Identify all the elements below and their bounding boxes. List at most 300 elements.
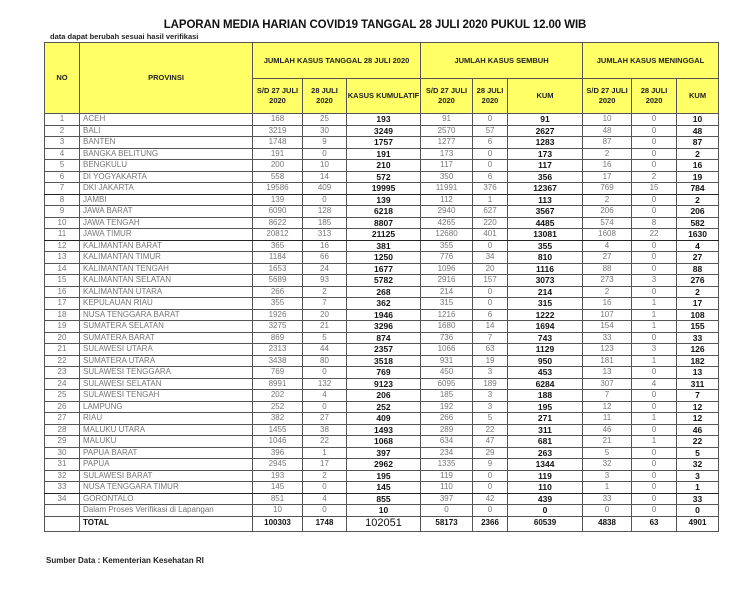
- cell-s3: 110: [508, 482, 583, 494]
- cell-s1: 397: [421, 493, 473, 505]
- cell-m3: 108: [677, 309, 719, 321]
- cell-s1: 173: [421, 148, 473, 160]
- cell-k2: 132: [303, 378, 347, 390]
- cell-m3: 784: [677, 183, 719, 195]
- cell-m2: 1: [632, 309, 677, 321]
- cell-m1: 2: [583, 148, 632, 160]
- cell-s1: 315: [421, 298, 473, 310]
- cell-no: 16: [45, 286, 80, 298]
- cell-m2: 15: [632, 183, 677, 195]
- cell-k3: 3518: [347, 355, 421, 367]
- cell-prov: ACEH: [80, 114, 253, 126]
- cell-s2: 627: [473, 206, 508, 218]
- cell-s2: 0: [473, 470, 508, 482]
- cell-m1: 7: [583, 390, 632, 402]
- cell-no: 25: [45, 390, 80, 402]
- cell-k2: 10: [303, 160, 347, 172]
- cell-no: [45, 505, 80, 517]
- table-row: [45, 424, 719, 436]
- cell-no: 14: [45, 263, 80, 275]
- cell-k2: 7: [303, 298, 347, 310]
- cell-s1: 634: [421, 436, 473, 448]
- cell-m2: 0: [632, 390, 677, 402]
- cell-k3: 409: [347, 413, 421, 425]
- cell-prov: GORONTALO: [80, 493, 253, 505]
- cell-s3: 4485: [508, 217, 583, 229]
- cell-s2: 20: [473, 263, 508, 275]
- cell-m2: 0: [632, 148, 677, 160]
- cell-prov: SUMATERA UTARA: [80, 355, 253, 367]
- cell-s2: 220: [473, 217, 508, 229]
- table-row: [45, 125, 719, 137]
- total-cell-s2: 2366: [473, 516, 508, 531]
- cell-k3: 195: [347, 470, 421, 482]
- cell-s3: 117: [508, 160, 583, 172]
- cell-k1: 139: [253, 194, 303, 206]
- cell-m3: 7: [677, 390, 719, 402]
- cell-no: 17: [45, 298, 80, 310]
- table-row: [45, 378, 719, 390]
- cell-k2: 4: [303, 493, 347, 505]
- cell-m1: 123: [583, 344, 632, 356]
- cell-s1: 12680: [421, 229, 473, 241]
- cell-s2: 63: [473, 344, 508, 356]
- col-header-meninggal-sd27: S/D 27 JULI 2020: [583, 79, 632, 114]
- cell-k1: 396: [253, 447, 303, 459]
- cell-no: 27: [45, 413, 80, 425]
- cell-m1: 574: [583, 217, 632, 229]
- cell-prov: KALIMANTAN SELATAN: [80, 275, 253, 287]
- cell-prov: SULAWESI TENGGARA: [80, 367, 253, 379]
- table-row: [45, 183, 719, 195]
- cell-prov: BANTEN: [80, 137, 253, 149]
- cell-k2: 27: [303, 413, 347, 425]
- cell-k1: 252: [253, 401, 303, 413]
- cell-m1: 46: [583, 424, 632, 436]
- cell-m3: 12: [677, 413, 719, 425]
- cell-no: 6: [45, 171, 80, 183]
- cell-m3: 12: [677, 401, 719, 413]
- cell-no: 34: [45, 493, 80, 505]
- cell-s1: 289: [421, 424, 473, 436]
- cell-m3: 16: [677, 160, 719, 172]
- cell-m3: 276: [677, 275, 719, 287]
- cell-k1: 20812: [253, 229, 303, 241]
- table-row: [45, 459, 719, 471]
- cell-k3: 874: [347, 332, 421, 344]
- cell-k1: 3219: [253, 125, 303, 137]
- cell-m2: 4: [632, 378, 677, 390]
- table-row: [45, 505, 719, 517]
- cell-no: 11: [45, 229, 80, 241]
- cell-no: 31: [45, 459, 80, 471]
- cell-s1: 112: [421, 194, 473, 206]
- cell-s3: 1694: [508, 321, 583, 333]
- cell-k2: 44: [303, 344, 347, 356]
- cell-k1: 1184: [253, 252, 303, 264]
- total-cell-label: TOTAL: [80, 516, 253, 531]
- cell-s3: 12367: [508, 183, 583, 195]
- cell-m2: 1: [632, 321, 677, 333]
- cell-s1: 1066: [421, 344, 473, 356]
- cell-s3: 119: [508, 470, 583, 482]
- cell-m2: 0: [632, 505, 677, 517]
- cell-k1: 200: [253, 160, 303, 172]
- cell-s3: 453: [508, 367, 583, 379]
- table-row: [45, 229, 719, 241]
- cell-s1: 350: [421, 171, 473, 183]
- cell-m1: 48: [583, 125, 632, 137]
- cell-k2: 22: [303, 436, 347, 448]
- cell-no: 12: [45, 240, 80, 252]
- cell-k1: 2313: [253, 344, 303, 356]
- cell-m3: 2: [677, 194, 719, 206]
- table-row: [45, 482, 719, 494]
- cell-m1: 206: [583, 206, 632, 218]
- cell-k1: 6090: [253, 206, 303, 218]
- cell-s3: 1283: [508, 137, 583, 149]
- table-row: [45, 240, 719, 252]
- cell-m3: 33: [677, 332, 719, 344]
- cell-s3: 3567: [508, 206, 583, 218]
- cell-prov: MALUKU: [80, 436, 253, 448]
- cell-s2: 57: [473, 125, 508, 137]
- cell-m1: 17: [583, 171, 632, 183]
- cell-m2: 0: [632, 424, 677, 436]
- cell-s3: 950: [508, 355, 583, 367]
- cell-m1: 16: [583, 160, 632, 172]
- table-row: [45, 286, 719, 298]
- cell-m1: 273: [583, 275, 632, 287]
- cell-k1: 1748: [253, 137, 303, 149]
- cell-s1: 2570: [421, 125, 473, 137]
- table-row: [45, 114, 719, 126]
- cell-s1: 776: [421, 252, 473, 264]
- cell-m1: 181: [583, 355, 632, 367]
- col-header-sembuh-sd27: S/D 27 JULI 2020: [421, 79, 473, 114]
- cell-m2: 0: [632, 286, 677, 298]
- table-row: [45, 367, 719, 379]
- cell-m3: 46: [677, 424, 719, 436]
- cell-k2: 80: [303, 355, 347, 367]
- cell-prov: KALIMANTAN UTARA: [80, 286, 253, 298]
- cell-k3: 193: [347, 114, 421, 126]
- cell-k2: 20: [303, 309, 347, 321]
- total-cell-k2: 1748: [303, 516, 347, 531]
- cell-no: 2: [45, 125, 80, 137]
- cell-m1: 307: [583, 378, 632, 390]
- cell-m3: 10: [677, 114, 719, 126]
- cell-prov: SUMATERA BARAT: [80, 332, 253, 344]
- cell-prov: JAWA TENGAH: [80, 217, 253, 229]
- cell-k2: 0: [303, 482, 347, 494]
- cell-s3: 271: [508, 413, 583, 425]
- cell-s2: 42: [473, 493, 508, 505]
- table-row: [45, 252, 719, 264]
- cell-m3: 126: [677, 344, 719, 356]
- cell-m3: 1: [677, 482, 719, 494]
- table-body: [45, 114, 719, 532]
- cell-m2: 0: [632, 367, 677, 379]
- cell-m2: 3: [632, 275, 677, 287]
- cell-k2: 1: [303, 447, 347, 459]
- cell-m2: 0: [632, 137, 677, 149]
- cell-s2: 19: [473, 355, 508, 367]
- cell-s2: 0: [473, 160, 508, 172]
- cell-m1: 3: [583, 470, 632, 482]
- cell-s3: 3073: [508, 275, 583, 287]
- cell-prov: DI YOGYAKARTA: [80, 171, 253, 183]
- cell-k2: 16: [303, 240, 347, 252]
- cell-k1: 2945: [253, 459, 303, 471]
- cell-k1: 1926: [253, 309, 303, 321]
- cell-s2: 6: [473, 171, 508, 183]
- cell-k2: 14: [303, 171, 347, 183]
- cell-no: 1: [45, 114, 80, 126]
- cell-s1: 2916: [421, 275, 473, 287]
- cell-prov: SULAWESI UTARA: [80, 344, 253, 356]
- cell-prov: PAPUA BARAT: [80, 447, 253, 459]
- cell-k3: 1250: [347, 252, 421, 264]
- col-header-no: NO: [45, 43, 80, 114]
- table-row: [45, 436, 719, 448]
- cell-s2: 157: [473, 275, 508, 287]
- col-header-meninggal-kum: KUM: [677, 79, 719, 114]
- cell-m2: 0: [632, 470, 677, 482]
- cell-s1: 1216: [421, 309, 473, 321]
- cell-k2: 0: [303, 194, 347, 206]
- cell-m2: 0: [632, 114, 677, 126]
- cell-no: 4: [45, 148, 80, 160]
- col-header-kasus-kumulatif: KASUS KUMULATIF: [347, 79, 421, 114]
- table-row: [45, 263, 719, 275]
- cell-m3: 5: [677, 447, 719, 459]
- table-row: [45, 298, 719, 310]
- cell-k1: 19586: [253, 183, 303, 195]
- cell-no: 3: [45, 137, 80, 149]
- cell-k3: 1677: [347, 263, 421, 275]
- cell-k3: 2357: [347, 344, 421, 356]
- cell-s1: 931: [421, 355, 473, 367]
- cell-prov: KALIMANTAN BARAT: [80, 240, 253, 252]
- cell-k3: 2962: [347, 459, 421, 471]
- table-row: [45, 275, 719, 287]
- cell-s2: 6: [473, 309, 508, 321]
- cell-s1: 192: [421, 401, 473, 413]
- cell-k1: 1455: [253, 424, 303, 436]
- cell-k1: 5689: [253, 275, 303, 287]
- cell-s1: 185: [421, 390, 473, 402]
- cell-s1: 119: [421, 470, 473, 482]
- cell-s3: 263: [508, 447, 583, 459]
- covid-report-table: [44, 42, 719, 532]
- table-row: [45, 171, 719, 183]
- cell-no: 26: [45, 401, 80, 413]
- cell-s2: 5: [473, 413, 508, 425]
- cell-s3: 195: [508, 401, 583, 413]
- col-header-sembuh-kum: KUM: [508, 79, 583, 114]
- cell-k3: 10: [347, 505, 421, 517]
- cell-k3: 1946: [347, 309, 421, 321]
- cell-no: 7: [45, 183, 80, 195]
- cell-m3: 182: [677, 355, 719, 367]
- cell-k1: 3438: [253, 355, 303, 367]
- cell-s2: 0: [473, 148, 508, 160]
- cell-no: 15: [45, 275, 80, 287]
- total-cell-s1: 58173: [421, 516, 473, 531]
- cell-k3: 381: [347, 240, 421, 252]
- cell-k3: 268: [347, 286, 421, 298]
- cell-k2: 409: [303, 183, 347, 195]
- cell-m3: 19: [677, 171, 719, 183]
- cell-no: 13: [45, 252, 80, 264]
- report-title: LAPORAN MEDIA HARIAN COVID19 TANGGAL 28 JULI 2020 PUKUL 12.00 WIB: [163, 19, 587, 31]
- cell-k2: 0: [303, 401, 347, 413]
- cell-s1: 1335: [421, 459, 473, 471]
- cell-k3: 1757: [347, 137, 421, 149]
- cell-k2: 2: [303, 286, 347, 298]
- cell-m2: 0: [632, 401, 677, 413]
- cell-m1: 1608: [583, 229, 632, 241]
- cell-k3: 5782: [347, 275, 421, 287]
- cell-k3: 206: [347, 390, 421, 402]
- cell-k1: 8991: [253, 378, 303, 390]
- col-header-provinsi: PROVINSI: [80, 43, 253, 114]
- cell-k2: 5: [303, 332, 347, 344]
- cell-s3: 2627: [508, 125, 583, 137]
- cell-k3: 855: [347, 493, 421, 505]
- cell-s3: 13081: [508, 229, 583, 241]
- table-row: [45, 217, 719, 229]
- cell-m1: 32: [583, 459, 632, 471]
- cell-m3: 3: [677, 470, 719, 482]
- cell-k2: 93: [303, 275, 347, 287]
- cell-s1: 1096: [421, 263, 473, 275]
- table-row: [45, 413, 719, 425]
- cell-no: 30: [45, 447, 80, 459]
- cell-m1: 10: [583, 114, 632, 126]
- cell-k1: 558: [253, 171, 303, 183]
- cell-s1: 91: [421, 114, 473, 126]
- cell-prov: LAMPUNG: [80, 401, 253, 413]
- cell-m1: 88: [583, 263, 632, 275]
- cell-k2: 128: [303, 206, 347, 218]
- cell-m1: 13: [583, 367, 632, 379]
- cell-k1: 145: [253, 482, 303, 494]
- cell-m3: 155: [677, 321, 719, 333]
- cell-no: 22: [45, 355, 80, 367]
- cell-m2: 0: [632, 332, 677, 344]
- cell-m1: 21: [583, 436, 632, 448]
- cell-m3: 2: [677, 286, 719, 298]
- cell-prov: BANGKA BELITUNG: [80, 148, 253, 160]
- cell-m2: 22: [632, 229, 677, 241]
- cell-m3: 48: [677, 125, 719, 137]
- col-header-kasus-28: 28 JULI 2020: [303, 79, 347, 114]
- cell-s2: 14: [473, 321, 508, 333]
- total-cell-k3: 102051: [347, 516, 421, 531]
- cell-m2: 0: [632, 194, 677, 206]
- cell-m1: 33: [583, 493, 632, 505]
- cell-k2: 21: [303, 321, 347, 333]
- cell-m3: 17: [677, 298, 719, 310]
- cell-m1: 27: [583, 252, 632, 264]
- cell-prov: NUSA TENGGARA TIMUR: [80, 482, 253, 494]
- cell-s2: 3: [473, 367, 508, 379]
- cell-m1: 87: [583, 137, 632, 149]
- data-source: Sumber Data : Kementerian Kesehatan RI: [46, 556, 204, 565]
- cell-m2: 3: [632, 344, 677, 356]
- cell-k1: 202: [253, 390, 303, 402]
- cell-k1: 1653: [253, 263, 303, 275]
- cell-s1: 2940: [421, 206, 473, 218]
- cell-prov: NUSA TENGGARA BARAT: [80, 309, 253, 321]
- table-row: [45, 309, 719, 321]
- cell-k1: 869: [253, 332, 303, 344]
- cell-s2: 29: [473, 447, 508, 459]
- cell-k3: 3249: [347, 125, 421, 137]
- table-row: [45, 332, 719, 344]
- cell-s1: 6095: [421, 378, 473, 390]
- cell-prov: BALI: [80, 125, 253, 137]
- cell-m2: 1: [632, 298, 677, 310]
- cell-prov: DKI JAKARTA: [80, 183, 253, 195]
- group-header-meninggal: JUMLAH KASUS MENINGGAL: [583, 43, 719, 79]
- cell-k2: 30: [303, 125, 347, 137]
- cell-k3: 21125: [347, 229, 421, 241]
- cell-k3: 1068: [347, 436, 421, 448]
- total-row: [45, 516, 719, 531]
- cell-no: 18: [45, 309, 80, 321]
- cell-m2: 0: [632, 252, 677, 264]
- cell-k1: 193: [253, 470, 303, 482]
- cell-m1: 2: [583, 286, 632, 298]
- cell-s3: 1116: [508, 263, 583, 275]
- cell-s3: 113: [508, 194, 583, 206]
- cell-m3: 582: [677, 217, 719, 229]
- cell-s1: 4265: [421, 217, 473, 229]
- cell-s3: 188: [508, 390, 583, 402]
- cell-m2: 0: [632, 160, 677, 172]
- cell-m2: 1: [632, 413, 677, 425]
- cell-s1: 1277: [421, 137, 473, 149]
- cell-k1: 1046: [253, 436, 303, 448]
- cell-no: 10: [45, 217, 80, 229]
- cell-s1: 355: [421, 240, 473, 252]
- cell-s2: 0: [473, 114, 508, 126]
- cell-m2: 0: [632, 493, 677, 505]
- cell-s2: 1: [473, 194, 508, 206]
- cell-m3: 33: [677, 493, 719, 505]
- cell-k3: 572: [347, 171, 421, 183]
- cell-k1: 168: [253, 114, 303, 126]
- cell-prov: MALUKU UTARA: [80, 424, 253, 436]
- cell-s3: 173: [508, 148, 583, 160]
- table-row: [45, 194, 719, 206]
- cell-no: 21: [45, 344, 80, 356]
- cell-m3: 87: [677, 137, 719, 149]
- cell-no: 33: [45, 482, 80, 494]
- cell-m2: 0: [632, 482, 677, 494]
- cell-s3: 6284: [508, 378, 583, 390]
- cell-k3: 362: [347, 298, 421, 310]
- table-row: [45, 148, 719, 160]
- cell-m2: 0: [632, 263, 677, 275]
- cell-k3: 1493: [347, 424, 421, 436]
- cell-m1: 769: [583, 183, 632, 195]
- col-header-kasus-sd27: S/D 27 JULI 2020: [253, 79, 303, 114]
- cell-k1: 8622: [253, 217, 303, 229]
